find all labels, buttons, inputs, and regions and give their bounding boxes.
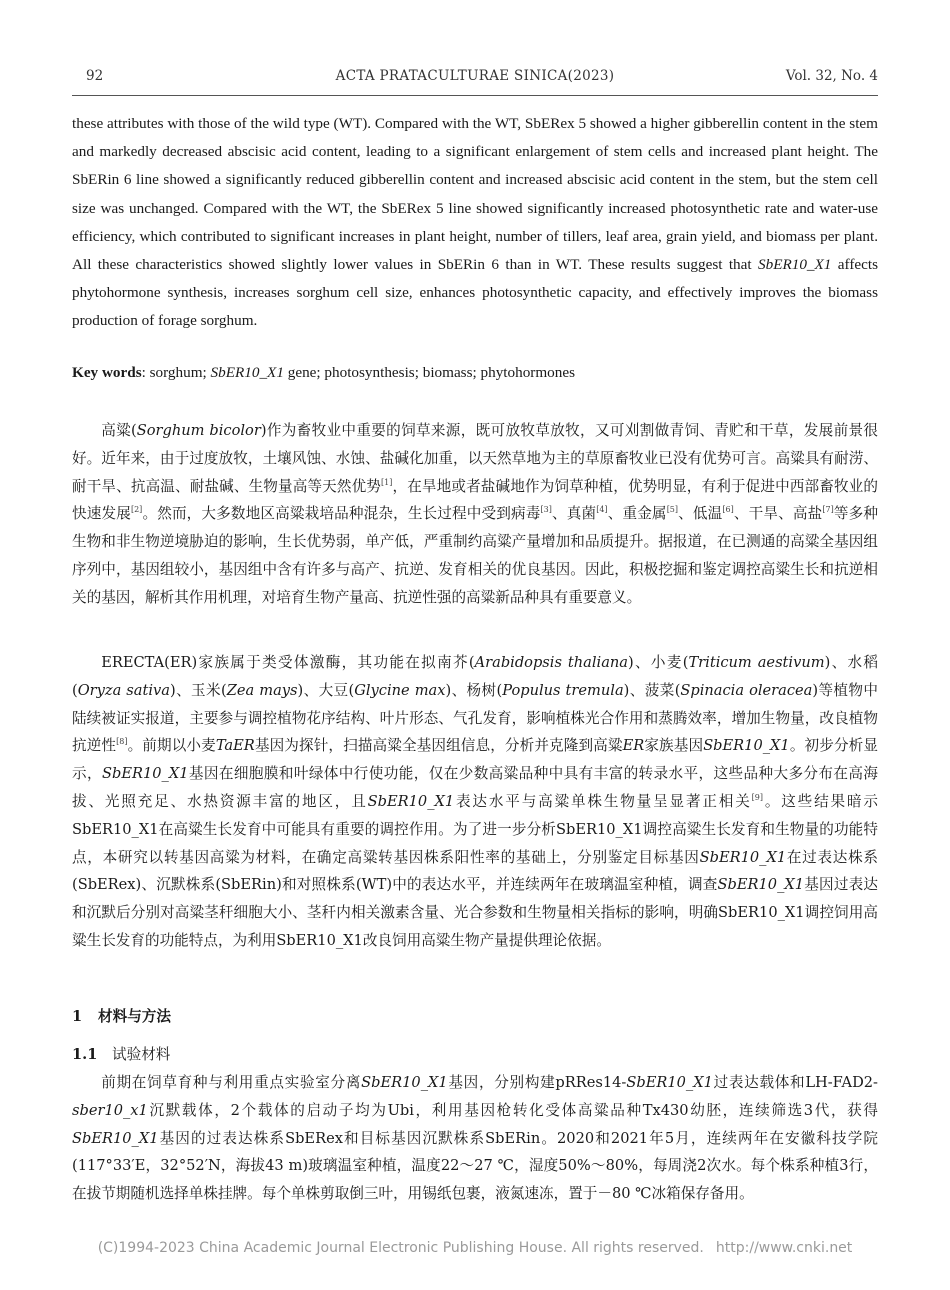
- copyright-text: (C)1994-2023 China Academic Journal Electronic Publishing House. All rights reserved.: [97, 1240, 704, 1256]
- body-paragraph-2: ERECTA(ER)家族属于类受体激酶，其功能在拟南芥(Arabidopsis thaliana)、小麦(Triticum aestivum)、水稻(Oryza sativa)、玉米(Zea mays)、大豆(Glycine max)、杨树(Populus tremula)、菠菜(Spinacia oleracea)等植物中陆续被证实报道，主要参与调控植物花序结构、叶片形态、气孔发育，影响植株光合作用和蒸腾效率，增加生物量，改良植物抗逆性[8]。前期以小麦TaER基因为探针，扫描高粱全基因组信息，分析并克隆到高粱ER家族基因SbER10_X1。初步分析显示，SbER10_X1基因在细胞膜和叶绿体中行使功能，仅在少数高粱品种中具有丰富的转录水平，这些品种大多分布在高海拔、光照充足、水热资源丰富的地区，且SbER10_X1表达水平与高粱单株生物量呈显著正相关[9]。这些结果暗示SbER10_X1在高粱生长发育中可能具有重要的调控作用。为了进一步分析SbER10_X1调控高粱生长发育和生物量的功能特点，本研究以转基因高粱为材料，在确定高粱转基因株系阳性率的基础上，分别鉴定目标基因SbER10_X1在过表达株系(SbERex)、沉默株系(SbERin)和对照株系(WT)中的表达水平，并连续两年在玻璃温室种植，调查SbER10_X1基因过表达和沉默后分别对高粱茎秆细胞大小、茎秆内相关激素含量、光合参数和生物量相关指标的影响，明确SbER10_X1调控饲用高粱生长发育的功能特点，为利用SbER10_X1改良饲用高粱生物产量提供理论依据。: [72, 654, 878, 949]
- citation-2: [2]: [130, 505, 143, 515]
- citation-1: [1]: [381, 477, 393, 487]
- subsection-heading-1-1: 1.1 试验材料: [72, 1046, 171, 1063]
- volume-issue: Vol. 32, No. 4: [785, 68, 878, 84]
- citation-6: [6]: [722, 505, 734, 515]
- running-header: [72, 68, 878, 90]
- keywords-line: Key words: sorghum; SbER10_X1 gene; photosynthesis; biomass; phytohormones: [72, 364, 576, 381]
- copyright-footer: [0, 1240, 950, 1256]
- citation-4: [4]: [596, 505, 608, 515]
- citation-5: [5]: [666, 505, 679, 515]
- body-paragraph-3: 前期在饲草育种与利用重点实验室分离SbER10_X1基因，分别构建pRRes14-SbER10_X1过表达载体和LH-FAD2-sber10_x1沉默载体，2个载体的启动子均为Ubi，利用基因枪转化受体高粱品种Tx430幼胚，连续筛选3代，获得SbER10_X1基因的过表达株系SbERex和目标基因沉默株系SbERin。2020和2021年5月，连续两年在安徽科技学院(117°33′E，32°52′N，海拔43 m)玻璃温室种植，温度22～27 ℃，湿度50%～80%，每周浇2次水。每个株系种植3行，在拔节期随机选择单株挂牌。每个单株剪取倒三叶，用锡纸包裹，液氮速冻，置于－80 ℃冰箱保存备用。: [72, 1074, 878, 1203]
- citation-7: [7]: [822, 505, 834, 515]
- body-paragraph-1: 高粱(Sorghum bicolor)作为畜牧业中重要的饲草来源，既可放牧草放牧，又可刈割做青饲、青贮和干草，发展前景很好。近年来，由于过度放牧，土壤风蚀、水蚀、盐碱化加重，以天然草地为主的草原畜牧业已没有优势可言。高粱具有耐涝、耐干旱、抗高温、耐盐碱、生物量高等天然优势[1]，在旱地或者盐碱地作为饲草种植，优势明显，有利于促进中西部畜牧业的快速发展[2]。然而，大多数地区高粱栽培品种混杂，生长过程中受到病毒[3]、真菌[4]、重金属[5]、低温[6]、干旱、高盐[7]等多种生物和非生物逆境胁迫的影响，生长优势弱，单产低，严重制约高粱产量增加和品质提升。据报道，在已测通的高粱全基因组序列中，基因组较小，基因组中含有许多与高产、抗逆、发育相关的优良基因。因此，积极挖掘和鉴定调控高粱生长和抗逆相关的基因，解析其作用机理，对培育生物产量高、抗逆性强的高粱新品种具有重要意义。: [72, 422, 879, 606]
- section-heading-1: 1 材料与方法: [72, 1008, 171, 1025]
- header-rule: [72, 95, 878, 96]
- page-number: 92: [86, 68, 104, 84]
- citation-9: [9]: [751, 793, 763, 803]
- keywords-label: Key words: [72, 364, 142, 381]
- abstract-continuation: these attributes with those of the wild type (WT). Compared with the WT, SbERex 5 showed a higher gibberellin content in the stem and markedly decreased abscisic acid content, leading to a significant enlargement of stem cells and increased plant height. The SbERin 6 line showed a significantly reduced gibberellin content and increased abscisic acid content in the stem, but the stem cell size was unchanged. Compared with the WT, the SbERex 5 line showed significantly increased photosynthetic rate and water-use efficiency, which contributed to significant increases in plant height, number of tillers, leaf area, grain yield, and biomass per plant. All these characteristics showed slightly lower values in SbERin 6 than in WT. These results suggest that SbER10_X1 affects phytohormone synthesis, increases sorghum cell size, enhances photosynthetic capacity, and effectively improves the biomass production of forage sorghum.: [72, 115, 878, 330]
- cnki-link[interactable]: http://www.cnki.net: [715, 1240, 853, 1256]
- journal-title: ACTA PRATACULTURAE SINICA(2023): [335, 68, 615, 84]
- citation-3: [3]: [540, 505, 552, 515]
- citation-8: [8]: [116, 737, 128, 747]
